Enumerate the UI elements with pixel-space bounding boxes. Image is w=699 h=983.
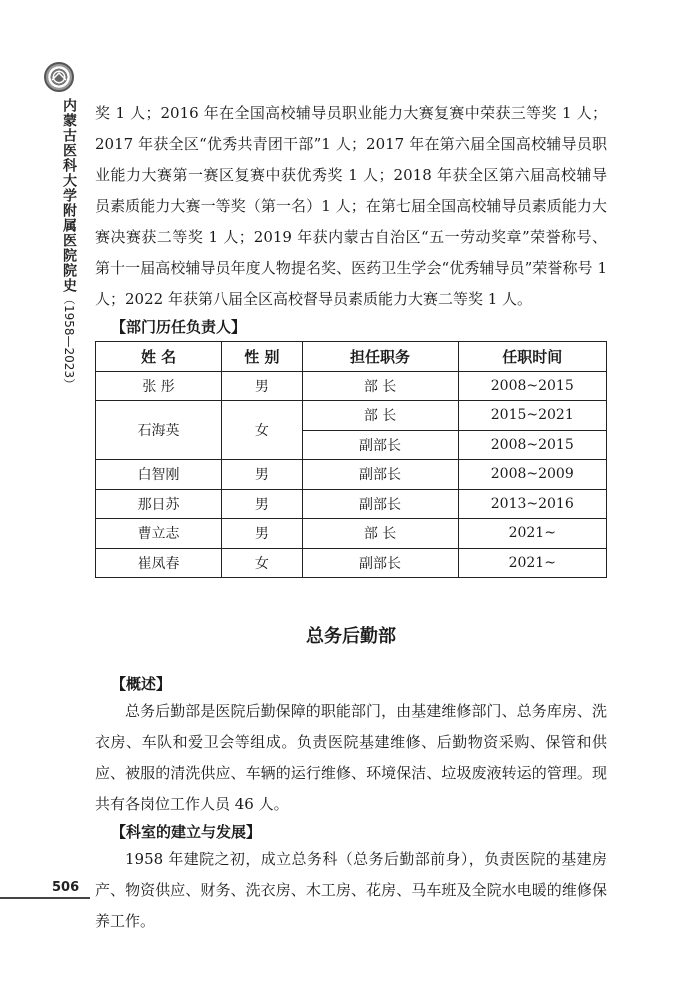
cell-post: 副部长 xyxy=(302,460,458,490)
column-header-post: 担任职务 xyxy=(302,342,458,372)
cell-post: 部 长 xyxy=(302,371,458,401)
cell-name: 曹立志 xyxy=(96,519,222,549)
cell-post: 部 长 xyxy=(302,519,458,549)
table-header-row xyxy=(96,342,607,372)
cell-term: 2008~2015 xyxy=(458,371,607,401)
cell-sex: 女 xyxy=(222,548,302,578)
leaders-heading: 【部门历任负责人】 xyxy=(111,318,247,336)
table-row xyxy=(96,489,607,519)
page-number-rule xyxy=(0,897,90,899)
cell-name: 石海英 xyxy=(96,401,222,460)
leaders-table xyxy=(95,341,607,578)
cell-sex: 女 xyxy=(222,401,302,460)
column-header-term: 任职时间 xyxy=(458,342,607,372)
intro-paragraph: 奖 1 人；2016 年在全国高校辅导员职业能力大赛复赛中荣获三等奖 1 人；2017 年获全区“优秀共青团干部”1 人；2017 年在第六届全国高校辅导员职业能力大赛第一赛区复赛中获优秀奖 1 人；2018 年获全区第六届高校辅导员素质能力大赛一等奖（第一名）1 人；在第七届全国高校辅导员素质能力大赛决赛获二等奖 1 人；2019 年获内蒙古自治区“五一劳动奖章”荣誉称号、第十一届高校辅导员年度人物提名奖、医药卫生学会“优秀辅导员”荣誉称号 1 人；2022 年获第八届全区高校督导员素质能力大赛二等奖 1 人。 xyxy=(95,104,607,308)
cell-post: 部 长 xyxy=(302,401,458,431)
page-content xyxy=(95,98,607,937)
table-row xyxy=(96,548,607,578)
cell-post: 副部长 xyxy=(302,489,458,519)
cell-term: 2008~2009 xyxy=(458,460,607,490)
cell-name: 崔凤春 xyxy=(96,548,222,578)
column-header-name: 姓 名 xyxy=(96,342,222,372)
cell-term: 2021~ xyxy=(458,519,607,549)
cell-name: 张 彤 xyxy=(96,371,222,401)
history-paragraph: 1958 年建院之初，成立总务科（总务后勤部前身），负责医院的基建房产、物资供应、财务、洗衣房、木工房、花房、马车班及全院水电暖的维修保养工作。 xyxy=(95,850,607,930)
table-row xyxy=(96,371,607,401)
history-heading: 【科室的建立与发展】 xyxy=(111,823,262,841)
page-number: 506 xyxy=(52,880,80,895)
cell-term: 2021~ xyxy=(458,548,607,578)
table-row xyxy=(96,460,607,490)
cell-name: 那日苏 xyxy=(96,489,222,519)
overview-paragraph: 总务后勤部是医院后勤保障的职能部门，由基建维修部门、总务库房、洗衣房、车队和爱卫会等组成。负责医院基建维修、后勤物资采购、保管和供应、被服的清洗供应、车辆的运行维修、环境保洁、垃圾废液转运的管理。现共有各岗位工作人员 46 人。 xyxy=(95,702,607,813)
book-title-text: 内蒙古医科大学附属医院院史 xyxy=(61,98,77,293)
book-title-years: （1958—2023） xyxy=(62,293,76,391)
department-title: 总务后勤部 xyxy=(306,626,396,647)
university-emblem-icon xyxy=(44,62,74,92)
cell-term: 2015~2021 xyxy=(458,401,607,431)
overview-heading: 【概述】 xyxy=(111,675,172,693)
cell-post: 副部长 xyxy=(302,430,458,460)
cell-term: 2008~2015 xyxy=(458,430,607,460)
cell-sex: 男 xyxy=(222,460,302,490)
cell-term: 2013~2016 xyxy=(458,489,607,519)
table-row xyxy=(96,401,607,431)
cell-sex: 男 xyxy=(222,519,302,549)
cell-post: 副部长 xyxy=(302,548,458,578)
column-header-sex: 性 别 xyxy=(222,342,302,372)
table-row xyxy=(96,519,607,549)
cell-sex: 男 xyxy=(222,371,302,401)
book-title xyxy=(59,98,79,390)
sidebar xyxy=(0,0,90,983)
cell-sex: 男 xyxy=(222,489,302,519)
cell-name: 白智刚 xyxy=(96,460,222,490)
